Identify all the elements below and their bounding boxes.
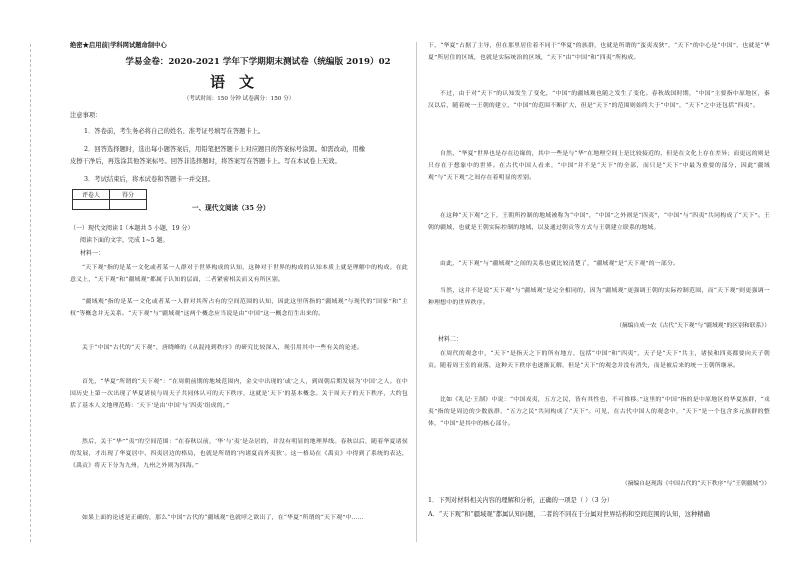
material-paragraph: 然后，关于“华”“夷”的空间范围：“在春秋以前，‘华’与‘夷’是杂居的，并没有明显的地理界线。春秋以后，随着华夏诸侯的发展，才出现了华夏居中、四夷居边的格局，也就是所谓的‘内诸夏而外夷狄’。这一格局在《禹贡》中得到了系统的表达，《禹贡》将天下分为九州，九州之外则为四海。” (70, 439, 408, 470)
section-heading: 一、现代文阅读（35 分） (192, 204, 270, 212)
material-1-source: （摘编自成一农《古代“天下观”与“疆域观”的区别和联系》） (616, 323, 770, 329)
notice-item-2a: 2．回答选择题时，选出每小题答案后，用铅笔把答题卡上对应题目的答案标号涂黑。如需改动，用橡 (84, 146, 366, 153)
notice-heading: 注意事项： (70, 112, 102, 119)
score-box-score-cell (110, 200, 147, 210)
material-2-label: 材料二： (438, 336, 463, 343)
material-paragraph: 当然，这并不是说“天下观”与“疆域观”是完全相同的，因为“疆域观”更强调王朝的实际控制范围，而“天下观”则更强调一种理想中的世界秩序。 (428, 288, 770, 307)
score-box-score-label: 得分 (110, 190, 147, 200)
material-paragraph: 首先，“华夏”所谓的“天下观”：“在周朝前期的地域范围内，金文中出现的‘或’之人，到周朝后期发展为‘中国’之人。在中国历史上第一次出现了华夏诸侯与周天子共同体认可的天下秩序，这就是‘天下’的基本概念。关于周天子的天下秩序，大约包括了基本人文地理范畴：‘天下’是由‘中国’与‘四夷’组成的。” (70, 379, 408, 410)
material-paragraph: 不过，由于对“天下”的认知发生了变化，“中国”的疆域观也随之发生了变化。春秋战国时期，“中国”主要指中原地区，秦汉以后，随着统一王朝的建立，“中国”的范围不断扩大，但是“天下”的范围则始终大于“中国”，“天下”之中还包括“四夷”。 (428, 91, 770, 110)
score-box (72, 189, 147, 210)
material-paragraph: “疆域观”指的是某一文化或者某一人群对其所占有的空间范围的认知，因此这里所指的“疆域观”与现代的“国家”和“主权”等概念并无关系。“天下观”与“疆域观”这两个概念应当说是由“中国”这一概念衍生出来的。 (70, 299, 408, 318)
material-paragraph: 自然，“华夏”世界也是存在边缘的，其中一些是与“华”在地理空间上是比较接近的，但是在文化上存在差异；而更远的则是只存在于想象中的世界。在古代中国人看来，“中国”并不是“天下”的全部，而只是“天下”中最为重要的部分，因此“疆域观”与“天下观”之间存在着明显的差别。 (428, 151, 770, 182)
column-divider (416, 42, 417, 542)
question-1-stem: 1．下列对材料相关内容的理解和分析，正确的一项是（ ）（3 分） (428, 497, 614, 504)
material-1-label: 材料一： (80, 250, 105, 257)
material-paragraph: 关于“中国”古代的“天下观”，唐晓峰的《从混沌到秩序》的研究比较深入，现引用其中一些有关的论述。 (82, 345, 364, 351)
material-paragraph: 比如《礼记·王制》中说：“中国戎夷，五方之民，皆有其性也，不可推移。”这里的“中国”指的是中原地区的华夏族群，“戎夷”指的是周边的少数族群，“五方之民”共同构成了“天下”。可见，在古代中国人的观念中，“天下”是一个包含多元族群的整体，“中国”是其中的核心部分。 (428, 397, 770, 428)
confidential-tag: 绝密★启用前|学科网试题命制中心 (70, 42, 167, 49)
question-group-instruction: 阅读下面的文字，完成 1~5 题。 (80, 237, 169, 244)
material-paragraph: “天下观”指的是某一文化或者某一人群对于世界构成的认知，这种对于世界的构成的认知本质上就是理解中的构成。在此意义上，“天下观”和“疆域观”都属于认知的层面，二者紧密相关而又有所区别。 (70, 265, 408, 284)
notice-item-3: 3．考试结束后，将本试卷和答题卡一并交回。 (84, 176, 214, 183)
score-box-grader-label: 评卷人 (73, 190, 110, 200)
score-box-grader-cell (73, 200, 110, 210)
notice-item-2b: 皮擦干净后，再选涂其他答案标号。回答非选择题时，将答案写在答题卡上。写在本试卷上无效。 (70, 158, 341, 165)
question-1-option-a: A．“天下观”和“疆域观”都属认知问题，二者的不同在于分属对世界结构和空间范围的认知，这种精确 (428, 511, 710, 518)
material-paragraph: 如果上面的论述是正确的，那么“中国”古代的“疆域观”也就呼之欲出了，在“华夏”所谓的“天下观”中…… (82, 515, 364, 521)
material-2-source: （摘编自赵现海《中国古代的“天下秩序”与“王朝疆域”》） (621, 481, 770, 487)
subject-title: 语文 (209, 73, 268, 91)
exam-title: 学易金卷：2020-2021 学年下学期期末测试卷（统编版 2019）02 (125, 57, 391, 67)
notice-item-1: 1．答卷前，考生务必将自己的姓名、准考证号填写在答题卡上。 (84, 128, 265, 135)
binding-line (30, 44, 32, 542)
material-paragraph: 在这种“天下观”之下，王朝所控制的地域被称为“中国”，“中国”之外则是“四夷”，“中国”与“四夷”共同构成了“天下”。王朝的疆域，也就是王朝实际控制的地域，以及通过朝贡等方式与王朝建立联系的地域。 (428, 213, 770, 232)
exam-time-line: （考试时间：150 分钟 试卷满分：150 分） (183, 96, 295, 102)
material-paragraph: 下，“华夏”占据了主导，但在那里居住着不同于“华夏”的族群，也就是所谓的“蛮夷戎狄”，“天下”的中心是“中国”，也就是“华夏”所居住的区域，也就是实际统治的区域，“天下”由“中国”和“四夷”所构成。 (428, 43, 770, 62)
question-group-heading: （一）现代文阅读 I（本题共 5 小题，19 分） (70, 225, 194, 232)
material-paragraph: 由此，“天下观”与“疆域观”之间的关系也就比较清楚了，“疆域观”是“天下观”的一部分。 (440, 261, 680, 267)
material-paragraph: 在周代的观念中，“天下”是指天之下的所有地方，包括“中国”和“四夷”，天子是“天下”共主，诸侯和四夷都要向天子朝贡。随着周王室的衰落，这种天下秩序也逐渐瓦解，但是“天下”的观念并没有消失，而是被后来的统一王朝所继承。 (428, 351, 770, 370)
